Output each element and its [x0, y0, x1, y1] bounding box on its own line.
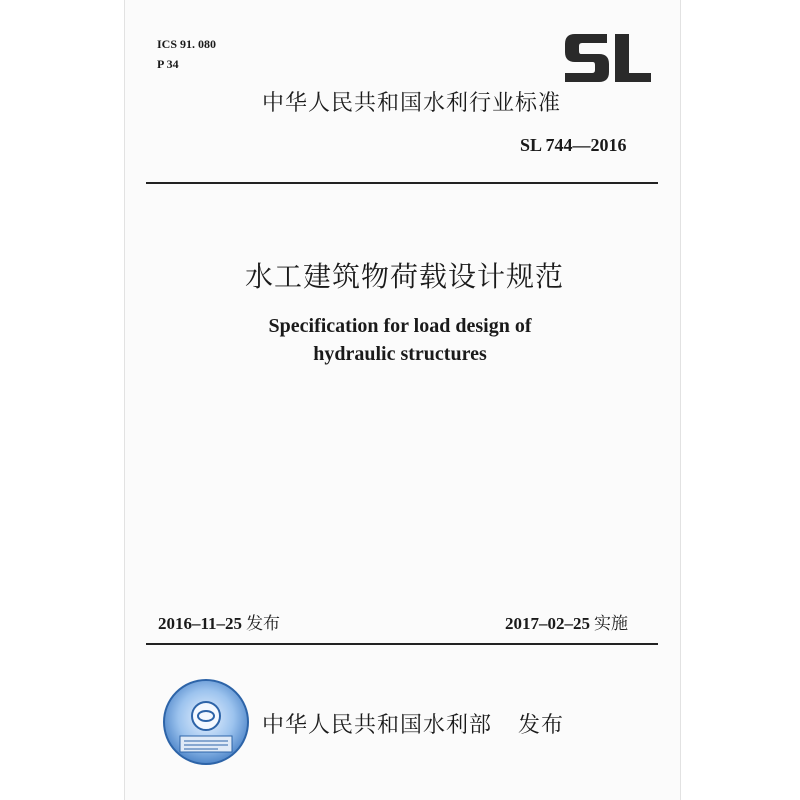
publisher-name: 中华人民共和国水利部	[262, 713, 493, 738]
implementation-date-label: 实施	[594, 614, 628, 634]
top-divider	[146, 182, 658, 184]
implementation-date-value: 2017–02–25	[505, 614, 590, 633]
sl-logo-s	[565, 34, 609, 82]
seal-inner	[192, 702, 220, 730]
publisher-action: 发布	[518, 713, 565, 738]
title-chinese: 水工建筑物荷载设计规范	[245, 260, 565, 293]
issue-date-value: 2016–11–25	[158, 614, 243, 633]
sl-logo-l	[615, 34, 651, 82]
publisher	[262, 708, 564, 739]
anti-counterfeit-seal	[162, 678, 250, 766]
title-english-line1: Specification for load design of	[268, 315, 532, 337]
standard-number: SL 744—2016	[520, 135, 627, 155]
title-english	[200, 312, 600, 368]
ics-code: ICS 91. 080	[157, 37, 217, 51]
issue-date-label: 发布	[246, 614, 281, 634]
sl-logo	[563, 32, 653, 84]
title-english-line2: hydraulic structures	[313, 343, 487, 365]
classification-code: P 34	[157, 57, 179, 71]
implementation-date	[505, 609, 628, 634]
issue-date	[158, 609, 280, 634]
bottom-divider	[146, 643, 658, 645]
seal-label-band	[180, 736, 232, 752]
industry-standard-label: 中华人民共和国水利行业标准	[262, 91, 562, 116]
